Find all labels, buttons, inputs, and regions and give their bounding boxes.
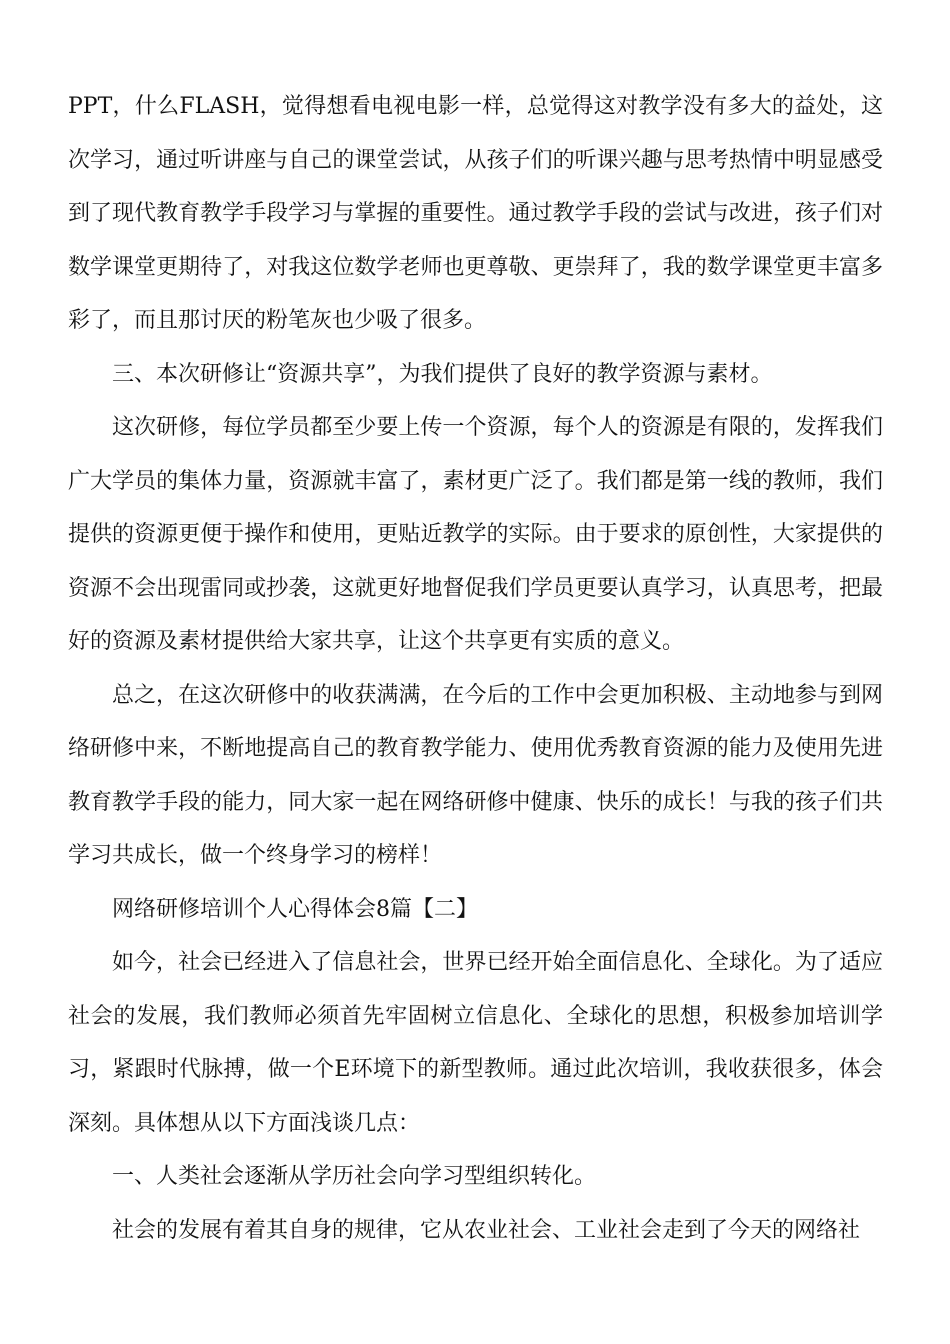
document-page (68, 80, 883, 1257)
section-heading-learning-society: 一、人类社会逐渐从学历社会向学习型组织转化。 (112, 1164, 597, 1189)
paragraph-8: 社会的发展有着其自身的规律，它从农业社会、工业社会走到了今天的网络社 (112, 1217, 861, 1243)
paragraph-1: PPT，什么FLASH，觉得想看电视电影一样，总觉得这对教学没有多大的益处，这次学习，通过听讲座与自己的课堂尝试，从孩子们的听课兴趣与思考热情中明显感受到了现代教育教学手段学习与掌握的重要性。通过教学手段的尝试与改进，孩子们对数学课堂更期待了，对我这位数学老师也更尊敬、更崇拜了，我的数学课堂更丰富多彩了，而且那讨厌的粉笔灰也少吸了很多。 (68, 94, 883, 333)
paragraph-4: 总之，在这次研修中的收获满满，在今后的工作中会更加积极、主动地参与到网络研修中来，不断地提高自己的教育教学能力、使用优秀教育资源的能力及使用先进教育教学手段的能力，同大家一起在网络研修中健康、快乐的成长！与我的孩子们共学习共成长，做一个终身学习的榜样！ (68, 682, 883, 868)
article-subtitle: 网络研修培训个人心得体会8篇【二】 (112, 896, 478, 922)
paragraph-3: 这次研修，每位学员都至少要上传一个资源，每个人的资源是有限的，发挥我们广大学员的集体力量，资源就丰富了，素材更广泛了。我们都是第一线的教师，我们提供的资源更便于操作和使用，更贴近教学的实际。由于要求的原创性，大家提供的资源不会出现雷同或抄袭，这就更好地督促我们学员更要认真学习，认真思考，把最好的资源及素材提供给大家共享，让这个共享更有实质的意义。 (68, 415, 883, 654)
paragraph-6: 如今，社会已经进入了信息社会，世界已经开始全面信息化、全球化。为了适应社会的发展，我们教师必须首先牢固树立信息化、全球化的思想，积极参加培训学习，紧跟时代脉搏，做一个E环境下的新型教师。通过此次培训，我收获很多，体会深刻。具体想从以下方面浅谈几点： (68, 950, 883, 1136)
section-heading-resource-sharing: 三、本次研修让“资源共享”，为我们提供了良好的教学资源与素材。 (112, 361, 773, 387)
